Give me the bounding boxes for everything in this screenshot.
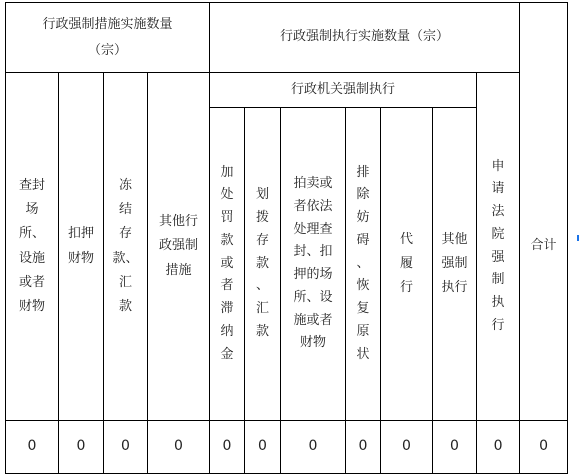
column-header-11: 申 请 法 院 强 制 执 行	[477, 73, 520, 421]
value-cell-8: 0	[346, 421, 381, 474]
column-header-2: 扣押 财物	[59, 73, 104, 421]
edge-marker	[577, 235, 579, 241]
total-header-top-cell	[520, 3, 568, 73]
value-cell-10: 0	[433, 421, 477, 474]
value-cell-7: 0	[281, 421, 346, 474]
value-cell-2: 0	[59, 421, 104, 474]
stats-table	[5, 2, 568, 474]
value-cell-1: 0	[6, 421, 59, 474]
column-header-1: 查封 场 所、 设施 或者 财物	[6, 73, 59, 421]
value-cell-5: 0	[210, 421, 245, 474]
agency-group-header: 行政机关强制执行	[210, 73, 477, 108]
column-header-12: 合计	[520, 73, 568, 421]
column-header-5: 加 处 罚 款 或 者 滞 纳 金	[210, 108, 245, 421]
column-header-8: 排 除 妨 碍 、 恢 复 原 状	[346, 108, 381, 421]
column-header-10: 其他 强制 执行	[433, 108, 477, 421]
measures-group-header: 行政强制措施实施数量 （宗）	[6, 3, 210, 73]
column-header-6: 划 拨 存 款 、 汇 款	[245, 108, 281, 421]
value-cell-4: 0	[148, 421, 210, 474]
column-header-4: 其他行 政强制 措施	[148, 73, 210, 421]
value-cell-3: 0	[104, 421, 148, 474]
column-header-7: 拍卖或 者依法 处理查 封、扣 押的场 所、设 施或者 财物	[281, 108, 346, 421]
value-cell-12: 0	[520, 421, 568, 474]
value-cell-9: 0	[381, 421, 433, 474]
column-header-9: 代 履 行	[381, 108, 433, 421]
column-header-3: 冻 结 存 款、 汇 款	[104, 73, 148, 421]
execution-group-header: 行政强制执行实施数量（宗）	[210, 3, 520, 73]
value-cell-11: 0	[477, 421, 520, 474]
value-cell-6: 0	[245, 421, 281, 474]
